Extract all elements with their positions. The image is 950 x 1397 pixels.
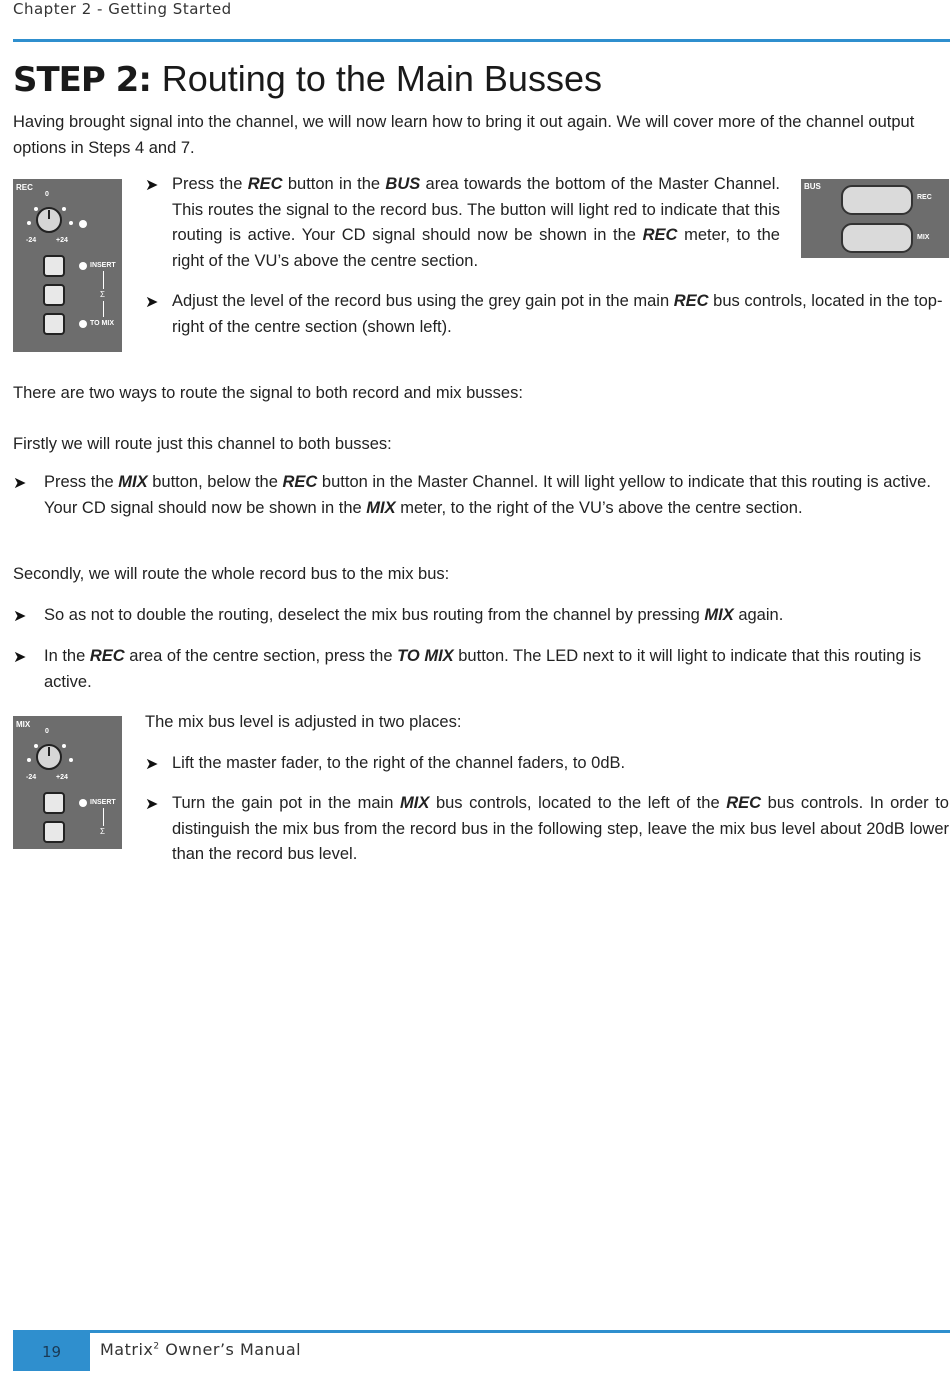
bus-mix-label: MIX: [917, 234, 930, 241]
header-rule: [13, 39, 950, 42]
bullet-arrow-icon: ➤: [145, 794, 159, 813]
step-label: STEP 2:: [13, 60, 151, 100]
rec-panel-illustration: [13, 179, 122, 352]
mix-sum-label: Σ: [100, 827, 105, 836]
text-span: Turn the gain pot in the main: [172, 794, 401, 812]
bus-panel-label: BUS: [804, 182, 821, 191]
mix-insert-label: INSERT: [90, 799, 116, 806]
mix-panel-illustration: [13, 716, 122, 849]
keyword-rec: REC: [673, 292, 709, 310]
insert-led-icon: [79, 262, 87, 270]
mix-gain-knob-icon: [36, 744, 62, 770]
insert-label: INSERT: [90, 262, 116, 269]
text-span: Press the: [44, 473, 119, 491]
bullet-adjust-rec-level: [172, 289, 949, 340]
text-span: Press the: [172, 175, 248, 193]
bullet-arrow-icon: ➤: [145, 292, 159, 311]
bullet-arrow-icon: ➤: [13, 647, 27, 666]
manual-name: Matrix: [100, 1340, 154, 1359]
rec-max-label: +24: [56, 237, 68, 244]
keyword-rec: REC: [247, 175, 283, 193]
mix-max-label: +24: [56, 774, 68, 781]
keyword-rec: REC: [726, 794, 762, 812]
to-mix-label: TO MIX: [90, 320, 114, 327]
rec-gain-knob-icon: [36, 207, 62, 233]
routing-line: [103, 271, 104, 289]
rec-led-icon: [79, 220, 87, 228]
text-span: button. The LED next to it will light to indicate that this routing is active.: [44, 647, 922, 691]
bullet-deselect-mix: [44, 603, 949, 629]
manual-suffix: Owner’s Manual: [159, 1340, 302, 1359]
title-text: Routing to the Main Busses: [161, 58, 602, 99]
mix-insert-led-icon: [79, 799, 87, 807]
text-span: bus controls, located to the left of the: [429, 794, 727, 812]
text-span: bus controls, located in the top-right of the centre section (shown left).: [172, 292, 943, 336]
bullet-to-mix: [44, 644, 949, 695]
bus-rec-label: REC: [917, 194, 932, 201]
routing-line: [103, 301, 104, 317]
scale-dot: [27, 758, 31, 762]
chapter-header: Chapter 2 - Getting Started: [13, 0, 232, 18]
keyword-to-mix: TO MIX: [397, 647, 454, 665]
text-span: button in the Master Channel. It will light yellow to indicate that this routing is active. Your CD signal should now be shown in the: [44, 473, 931, 517]
mix-insert-button-icon: [43, 792, 65, 814]
bullet-arrow-icon: ➤: [145, 754, 159, 773]
scale-dot: [62, 207, 66, 211]
keyword-bus: BUS: [385, 175, 421, 193]
manual-superscript: 2: [153, 1341, 160, 1352]
text-span: button, below the: [147, 473, 283, 491]
paragraph-mix-level: The mix bus level is adjusted in two places:: [145, 713, 462, 731]
scale-dot: [69, 758, 73, 762]
scale-dot: [62, 744, 66, 748]
paragraph-two-ways: There are two ways to route the signal to both record and mix busses:: [13, 384, 523, 402]
bullet-master-fader: Lift the master fader, to the right of the channel faders, to 0dB.: [172, 754, 626, 772]
insert-button-icon: [43, 255, 65, 277]
bullet-mix-gain: [172, 791, 949, 868]
page-title: [13, 58, 602, 100]
keyword-rec: REC: [282, 473, 318, 491]
text-span: area of the centre section, press the: [124, 647, 398, 665]
bullet-arrow-icon: ➤: [13, 606, 27, 625]
to-mix-button-icon: [43, 313, 65, 335]
sum-button-icon: [43, 284, 65, 306]
rec-bus-button-icon: [841, 185, 913, 215]
text-span: button in the: [282, 175, 386, 193]
bullet-arrow-icon: ➤: [13, 473, 27, 492]
text-span: again.: [733, 606, 784, 624]
keyword-mix: MIX: [704, 606, 734, 624]
bullet-arrow-icon: ➤: [145, 175, 159, 194]
scale-dot: [34, 744, 38, 748]
rec-min-label: -24: [26, 237, 37, 244]
bullet-rec-button: [172, 172, 780, 274]
text-span: area towards the bottom of the Master Channel. This routes the signal to the record bus. The button will light red to indicate that this routing is active. Your CD signal should now be shown in the: [172, 175, 780, 244]
to-mix-led-icon: [79, 320, 87, 328]
text-span: bus controls. In order to distinguish the mix bus from the record bus in the following step, leave the mix bus level about 20dB lower than the record bus level.: [172, 794, 949, 863]
text-span: meter, to the right of the VU’s above the centre section.: [395, 498, 803, 517]
rec-zero-label: 0: [45, 191, 49, 198]
paragraph-firstly: Firstly we will route just this channel to both busses:: [13, 435, 392, 453]
scale-dot: [69, 221, 73, 225]
mix-zero-label: 0: [45, 728, 49, 735]
keyword-mix: MIX: [366, 498, 396, 517]
mix-bus-button-icon: [841, 223, 913, 253]
page-number: 19: [13, 1330, 90, 1371]
rec-panel-label: REC: [16, 183, 33, 192]
mix-sum-button-icon: [43, 821, 65, 843]
scale-dot: [27, 221, 31, 225]
mix-min-label: -24: [26, 774, 37, 781]
paragraph-secondly: Secondly, we will route the whole record bus to the mix bus:: [13, 565, 450, 583]
sum-label: Σ: [100, 290, 105, 299]
bullet-press-mix: [44, 470, 949, 521]
text-span: So as not to double the routing, deselect the mix bus routing from the channel by pressing: [44, 606, 705, 624]
intro-paragraph: Having brought signal into the channel, we will now learn how to bring it out again. We will cover more of the channel output options in Steps 4 and 7.: [13, 113, 915, 157]
footer-rule: [13, 1330, 950, 1333]
text-span: In the: [44, 647, 90, 665]
keyword-rec: REC: [642, 226, 678, 244]
text-span: Adjust the level of the record bus using the grey gain pot in the main: [172, 292, 674, 310]
mix-panel-label: MIX: [16, 720, 31, 729]
text-span: meter, to the right of the VU’s above the centre section.: [172, 226, 780, 270]
bus-panel-illustration: [801, 179, 949, 258]
keyword-mix: MIX: [118, 473, 148, 491]
footer-manual-title: [100, 1340, 301, 1359]
keyword-rec: REC: [89, 647, 125, 665]
routing-line: [103, 808, 104, 826]
keyword-mix: MIX: [400, 794, 430, 812]
scale-dot: [34, 207, 38, 211]
